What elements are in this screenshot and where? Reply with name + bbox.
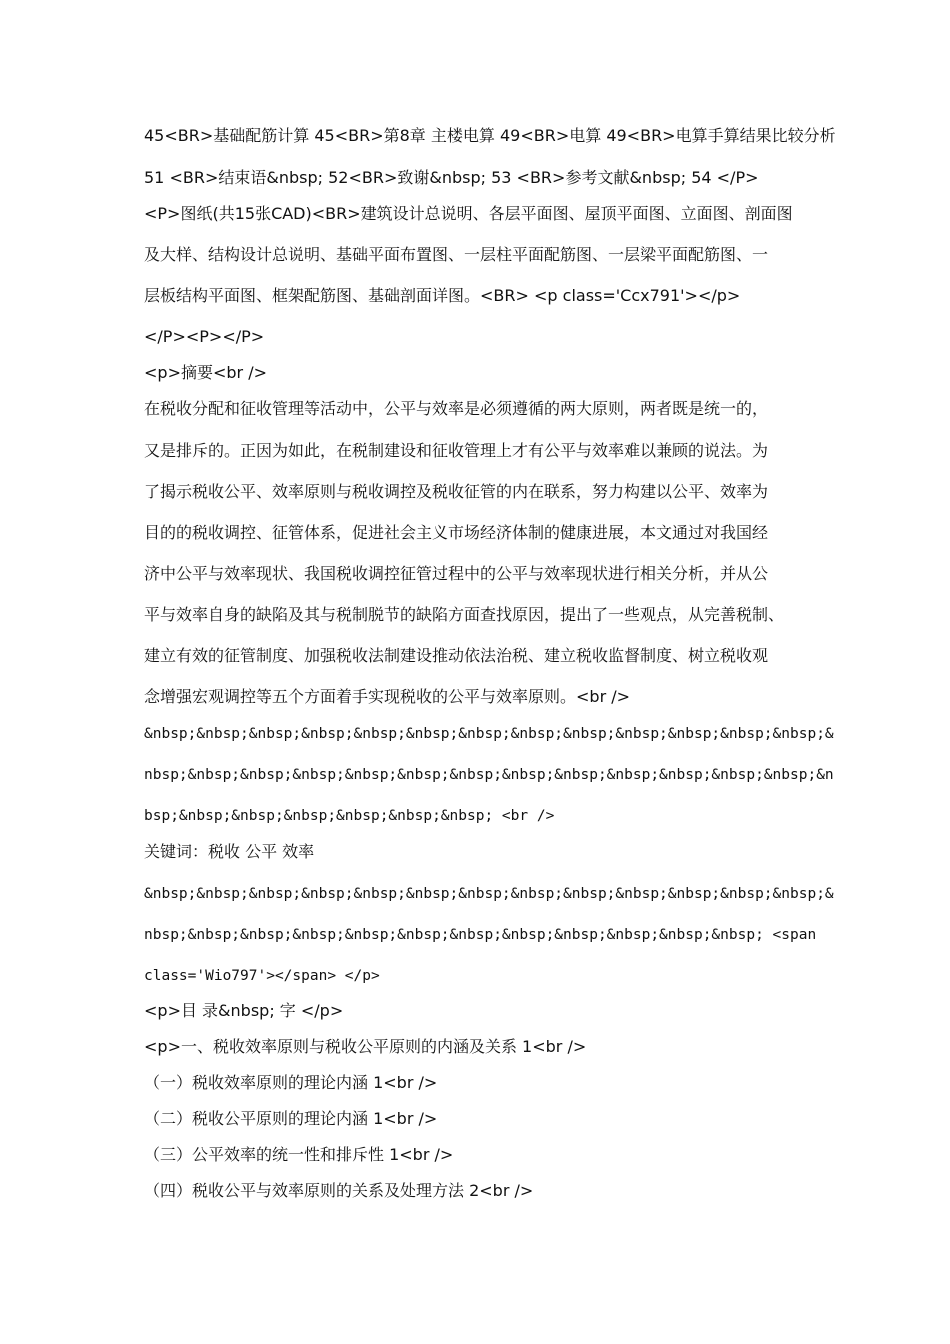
text-line: <p>摘要<br />: [144, 363, 267, 382]
text-line: 又是排斥的。正因为如此，在税制建设和征收管理上才有公平与效率难以兼顾的说法。为: [144, 441, 769, 460]
text-line: nbsp;&nbsp;&nbsp;&nbsp;&nbsp;&nbsp;&nbsp;&nbsp;&nbsp;&nbsp;&nbsp;&nbsp; <span: [144, 927, 817, 943]
text-line: bsp;&nbsp;&nbsp;&nbsp;&nbsp;&nbsp;&nbsp; <br />: [144, 808, 555, 824]
text-line: 及大样、结构设计总说明、基础平面布置图、一层柱平面配筋图、一层梁平面配筋图、一: [144, 245, 769, 264]
text-line: 了揭示税收公平、效率原则与税收调控及税收征管的内在联系，努力构建以公平、效率为: [144, 482, 769, 501]
toc-heading: <p>目 录&nbsp; 字 </p>: [144, 1001, 344, 1020]
text-line: 层板结构平面图、框架配筋图、基础剖面详图。<BR> <p class='Ccx791'></p>: [144, 286, 741, 305]
text-line: 念增强宏观调控等五个方面着手实现税收的公平与效率原则。<br />: [144, 687, 631, 706]
toc-item: <p>一、税收效率原则与税收公平原则的内涵及关系 1<br />: [144, 1037, 587, 1056]
toc-item: （二）税收公平原则的理论内涵 1<br />: [144, 1109, 438, 1128]
text-line: 在税收分配和征收管理等活动中，公平与效率是必须遵循的两大原则，两者既是统一的，: [144, 399, 769, 418]
text-line: &nbsp;&nbsp;&nbsp;&nbsp;&nbsp;&nbsp;&nbsp;&nbsp;&nbsp;&nbsp;&nbsp;&nbsp;&nbsp;&: [144, 726, 834, 742]
toc-item: （三）公平效率的统一性和排斥性 1<br />: [144, 1145, 454, 1164]
text-line: 建立有效的征管制度、加强税收法制建设推动依法治税、建立税收监督制度、树立税收观: [144, 646, 769, 665]
text-line: 51 <BR>结束语&nbsp; 52<BR>致谢&nbsp; 53 <BR>参考文献&nbsp; 54 </P>: [144, 168, 759, 187]
text-line: 45<BR>基础配筋计算 45<BR>第8章 主楼电算 49<BR>电算 49<BR>电算手算结果比较分析: [144, 126, 836, 145]
toc-item: （四）税收公平与效率原则的关系及处理方法 2<br />: [144, 1181, 534, 1200]
keywords-line: 关键词：税收 公平 效率: [144, 842, 315, 861]
text-line: nbsp;&nbsp;&nbsp;&nbsp;&nbsp;&nbsp;&nbsp;&nbsp;&nbsp;&nbsp;&nbsp;&nbsp;&nbsp;&n: [144, 767, 834, 783]
text-line: &nbsp;&nbsp;&nbsp;&nbsp;&nbsp;&nbsp;&nbsp;&nbsp;&nbsp;&nbsp;&nbsp;&nbsp;&nbsp;&: [144, 886, 834, 902]
text-line: 目的的税收调控、征管体系，促进社会主义市场经济体制的健康进展，本文通过对我国经: [144, 523, 769, 542]
text-line: </P><P></P>: [144, 327, 265, 346]
text-line: class='Wio797'></span> </p>: [144, 968, 380, 984]
text-line: 济中公平与效率现状、我国税收调控征管过程中的公平与效率现状进行相关分析，并从公: [144, 564, 769, 583]
text-line: <P>图纸(共15张CAD)<BR>建筑设计总说明、各层平面图、屋顶平面图、立面图、剖面图: [144, 204, 793, 223]
text-line: 平与效率自身的缺陷及其与税制脱节的缺陷方面查找原因，提出了一些观点，从完善税制、: [144, 605, 785, 624]
toc-item: （一）税收效率原则的理论内涵 1<br />: [144, 1073, 438, 1092]
